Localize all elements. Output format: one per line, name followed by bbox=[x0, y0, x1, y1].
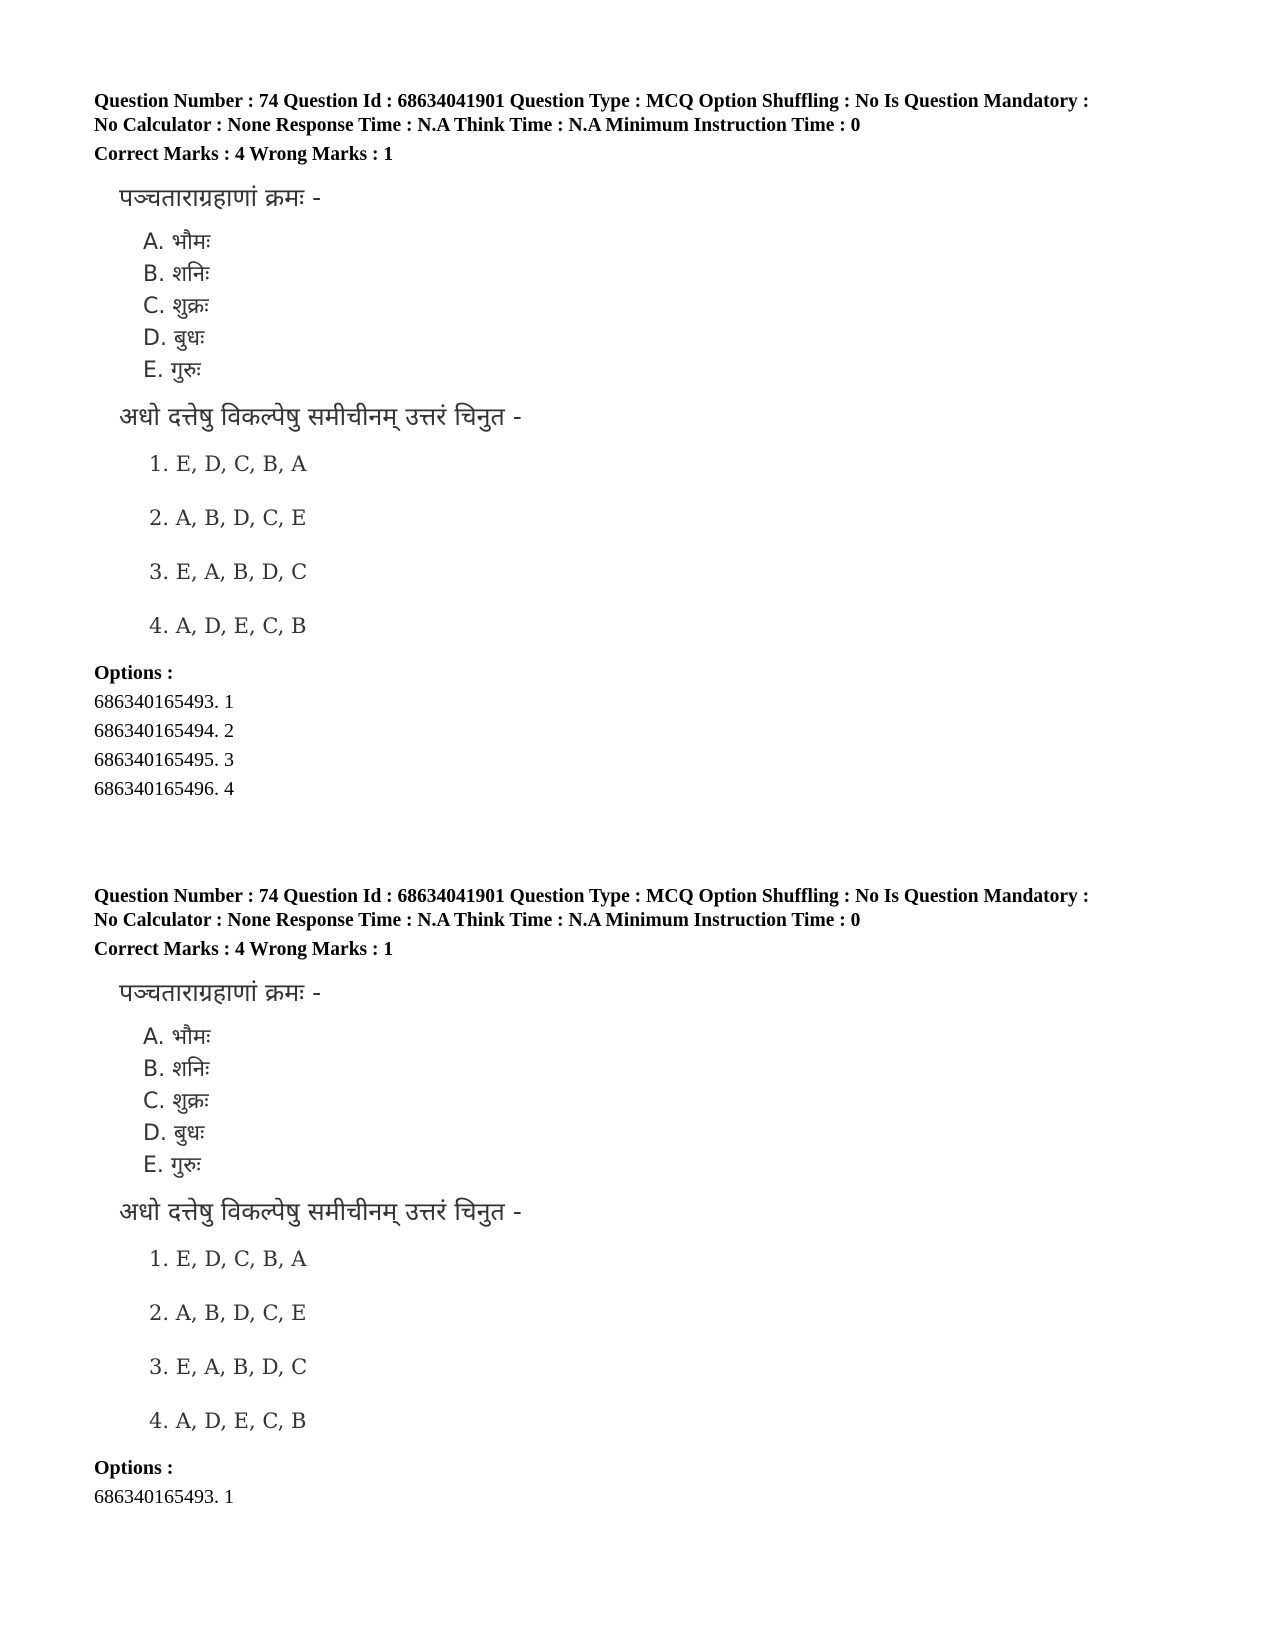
question-meta-line-1: Question Number : 74 Question Id : 68634041901 Question Type : MCQ Option Shuffling : No Is Question Mandatory : bbox=[94, 886, 1090, 907]
question-meta-line-1: Question Number : 74 Question Id : 68634041901 Question Type : MCQ Option Shuffling : No Is Question Mandatory : bbox=[94, 91, 1090, 112]
question-content bbox=[119, 977, 1204, 1436]
options-heading: Options : bbox=[94, 1457, 174, 1479]
option-id: 686340165493. 1 bbox=[94, 691, 234, 713]
answer-choice: 3. E, A, B, D, C bbox=[149, 560, 308, 584]
marks-line: Correct Marks : 4 Wrong Marks : 1 bbox=[94, 939, 394, 960]
list-item: C. शुक्रः bbox=[143, 1089, 209, 1114]
question-stem: पञ्चताराग्रहाणां क्रमः - bbox=[119, 978, 322, 1007]
option-id: 686340165494. 2 bbox=[94, 720, 234, 742]
marks-line: Correct Marks : 4 Wrong Marks : 1 bbox=[94, 144, 394, 165]
list-item: B. शनिः bbox=[143, 262, 210, 287]
question-meta-line-2: No Calculator : None Response Time : N.A Think Time : N.A Minimum Instruction Time : 0 bbox=[94, 115, 861, 136]
answer-choice: 2. A, B, D, C, E bbox=[149, 1301, 307, 1325]
answer-choice: 2. A, B, D, C, E bbox=[149, 506, 307, 530]
list-item: A. भौमः bbox=[143, 230, 211, 255]
list-item: C. शुक्रः bbox=[143, 294, 209, 319]
question-block-2 bbox=[94, 885, 1204, 1512]
planet-list bbox=[143, 227, 1204, 387]
list-item: E. गुरुः bbox=[143, 358, 201, 383]
options-list bbox=[94, 1483, 1204, 1512]
option-id: 686340165496. 4 bbox=[94, 778, 234, 800]
question-content bbox=[119, 182, 1204, 641]
answer-choice: 1. E, D, C, B, A bbox=[149, 1247, 307, 1271]
answer-choices bbox=[149, 449, 1204, 641]
planet-list bbox=[143, 1022, 1204, 1182]
question-stem: पञ्चताराग्रहाणां क्रमः - bbox=[119, 183, 322, 212]
question-instruction: अधो दत्तेषु विकल्पेषु समीचीनम् उत्तरं चिनुत - bbox=[119, 1197, 522, 1226]
list-item: A. भौमः bbox=[143, 1025, 211, 1050]
list-item: D. बुधः bbox=[143, 1121, 205, 1146]
question-meta-line-2: No Calculator : None Response Time : N.A Think Time : N.A Minimum Instruction Time : 0 bbox=[94, 910, 861, 931]
option-id: 686340165493. 1 bbox=[94, 1486, 234, 1508]
answer-choices bbox=[149, 1244, 1204, 1436]
question-instruction: अधो दत्तेषु विकल्पेषु समीचीनम् उत्तरं चिनुत - bbox=[119, 402, 522, 431]
option-id: 686340165495. 3 bbox=[94, 749, 234, 771]
list-item: D. बुधः bbox=[143, 326, 205, 351]
question-block-1 bbox=[94, 90, 1204, 804]
options-list bbox=[94, 688, 1204, 804]
answer-choice: 4. A, D, E, C, B bbox=[149, 614, 307, 638]
list-item: B. शनिः bbox=[143, 1057, 210, 1082]
options-heading: Options : bbox=[94, 662, 174, 684]
answer-choice: 4. A, D, E, C, B bbox=[149, 1409, 307, 1433]
list-item: E. गुरुः bbox=[143, 1153, 201, 1178]
answer-choice: 3. E, A, B, D, C bbox=[149, 1355, 308, 1379]
answer-choice: 1. E, D, C, B, A bbox=[149, 452, 307, 476]
